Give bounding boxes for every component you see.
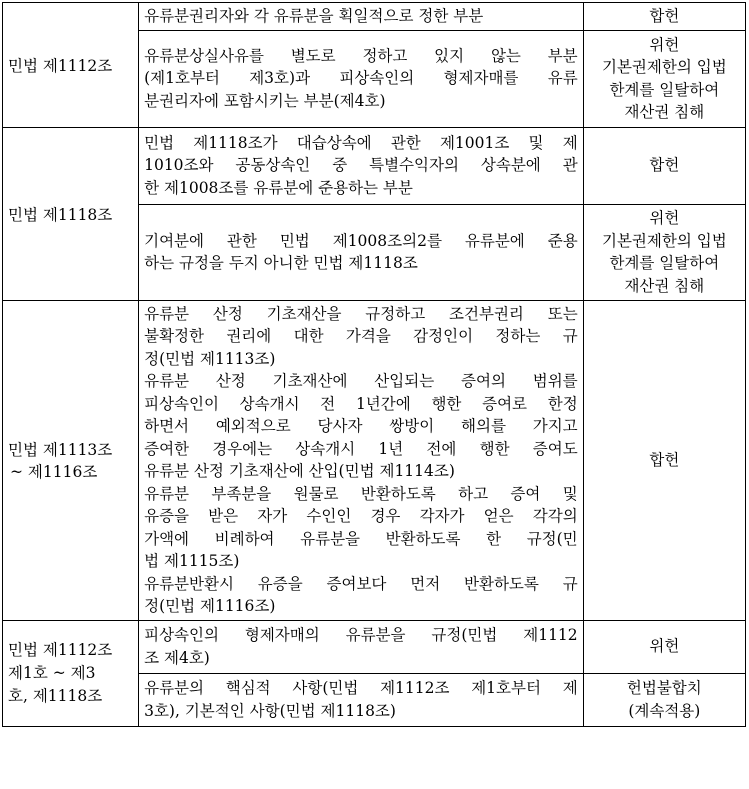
result-cell: [583, 127, 745, 204]
law-line: 민법 제1113조: [8, 441, 113, 459]
description-line: 유류분권리자와 각 유류분을 획일적으로 정한 부분: [144, 7, 484, 25]
law-cell: [3, 300, 139, 620]
description-line: 한 제1008조를 유류분에 준용하는 부분: [144, 178, 413, 197]
description-line: 증여한 경우에는 상속개시 1년 전에 행한 증여도: [144, 439, 578, 458]
result-line: 합헌: [649, 450, 680, 469]
description-line: 3호), 기본적인 사항(민법 제1118조): [144, 701, 396, 720]
description-line: 유류분의 핵심적 사항(민법 제1112조 제1호부터 제: [144, 679, 578, 697]
table-row: [3, 127, 746, 204]
law-cell: [3, 127, 139, 300]
result-line: 기본권제한의 입법: [601, 58, 727, 76]
description-cell: [139, 3, 584, 31]
description-line: 유류분 산정 기초재산에 산입되는 증여의 범위를: [144, 372, 578, 390]
description-line: 법 제1115조): [144, 552, 240, 570]
description-cell: [139, 30, 584, 127]
description-cell: [139, 300, 584, 620]
result-line: 한계를 일탈하여: [609, 254, 720, 272]
description-line: 기여분에 관한 민법 제1008조의2를 유류분에 준용: [144, 231, 578, 250]
description-line: 가액에 비례하여 유류분을 반환하도록 한 규정(민: [144, 529, 578, 548]
result-line: 위헌: [649, 637, 680, 656]
result-line: 헌법불합치: [626, 679, 702, 697]
description-line: 유류분 부족분을 원물로 반환하도록 하고 증여 및: [144, 484, 578, 503]
result-line: 위헌: [649, 35, 680, 54]
result-cell: [583, 620, 745, 673]
description-line: 피상속인의 형제자매의 유류분을 규정(민법 제1112: [144, 626, 578, 644]
result-line: 한계를 일탈하여: [609, 80, 720, 99]
law-line: 제1호 ~ 제3: [8, 663, 96, 682]
description-line: 하는 규정을 두지 아니한 민법 제1118조: [144, 254, 418, 272]
result-cell: [583, 30, 745, 127]
description-line: 유류분 산정 기초재산에 산입(민법 제1114조): [144, 462, 455, 480]
result-line: 위헌: [649, 209, 680, 227]
result-line: 합헌: [649, 156, 680, 175]
description-cell: [139, 673, 584, 726]
ruling-table: [2, 2, 746, 727]
law-line: 민법 제1112조: [8, 640, 113, 659]
law-line: ~ 제1116조: [10, 463, 98, 481]
description-line: 유류분 산정 기초재산을 규정하고 조건부권리 또는: [144, 304, 578, 323]
result-cell: [583, 673, 745, 726]
description-line: 정(민법 제1116조): [144, 597, 276, 615]
description-cell: [139, 620, 584, 673]
description-line: 민법 제1118조가 대습상속에 관한 제1001조 및 제: [144, 133, 578, 152]
table-row: [3, 620, 746, 673]
result-cell: [583, 3, 745, 31]
table-row: [3, 300, 746, 620]
result-cell: [583, 300, 745, 620]
description-line: 정(민법 제1113조): [144, 349, 276, 368]
result-line: 기본권제한의 입법: [601, 231, 727, 250]
law-cell: [3, 3, 139, 128]
result-line: (계속적용): [628, 701, 701, 720]
law-line: 민법 제1112조: [8, 56, 113, 75]
description-line: 유류분반환시 유증을 증여보다 먼저 반환하도록 규: [144, 574, 578, 593]
description-line: 피상속인이 상속개시 전 1년간에 행한 증여로 한정: [144, 394, 578, 413]
description-cell: [139, 127, 584, 204]
description-line: 불확정한 권리에 대한 가격을 감정인이 정하는 규: [144, 327, 578, 345]
description-line: 조 제4호): [144, 648, 210, 667]
description-line: 유증을 받은 자가 수인인 경우 각자가 얻은 각각의: [144, 507, 578, 525]
result-cell: [583, 204, 745, 300]
law-line: 호, 제1118조: [8, 686, 103, 705]
table-row: [3, 3, 746, 31]
result-line: 재산권 침해: [624, 103, 705, 121]
description-line: 하면서 예외적으로 당사자 쌍방이 해의를 가지고: [144, 417, 578, 435]
result-line: 합헌: [649, 7, 680, 25]
law-cell: [3, 620, 139, 726]
description-line: 1010조와 공동상속인 중 특별수익자의 상속분에 관: [144, 156, 578, 175]
description-line: 분권리자에 포함시키는 부분(제4호): [144, 91, 386, 110]
description-cell: [139, 204, 584, 300]
result-line: 재산권 침해: [624, 276, 705, 295]
description-line: 유류분상실사유를 별도로 정하고 있지 않는 부분: [144, 46, 578, 65]
description-line: (제1호부터 제3호)과 피상속인의 형제자매를 유류: [144, 69, 578, 88]
law-line: 민법 제1118조: [8, 205, 113, 224]
